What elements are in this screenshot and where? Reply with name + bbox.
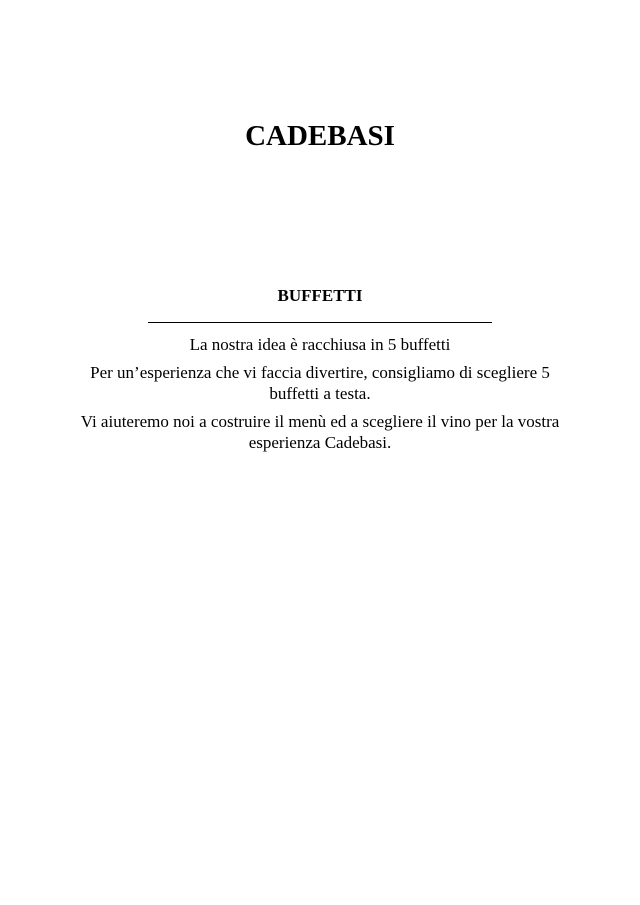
document-title: CADEBASI [245, 120, 395, 152]
intro-paragraph: La nostra idea è racchiusa in 5 buffetti [189, 335, 451, 354]
section-heading: BUFFETTI [277, 286, 363, 305]
assistance-paragraph: Vi aiuteremo noi a costruire il menù ed a scegliere il vino per la vostra esperienza Cadebasi. [80, 412, 560, 452]
suggestion-paragraph: Per un’esperienza che vi faccia divertire, consigliamo di scegliere 5 buffetti a testa. [90, 363, 550, 403]
heading-divider [148, 322, 492, 323]
buffetti-section [0, 284, 640, 453]
